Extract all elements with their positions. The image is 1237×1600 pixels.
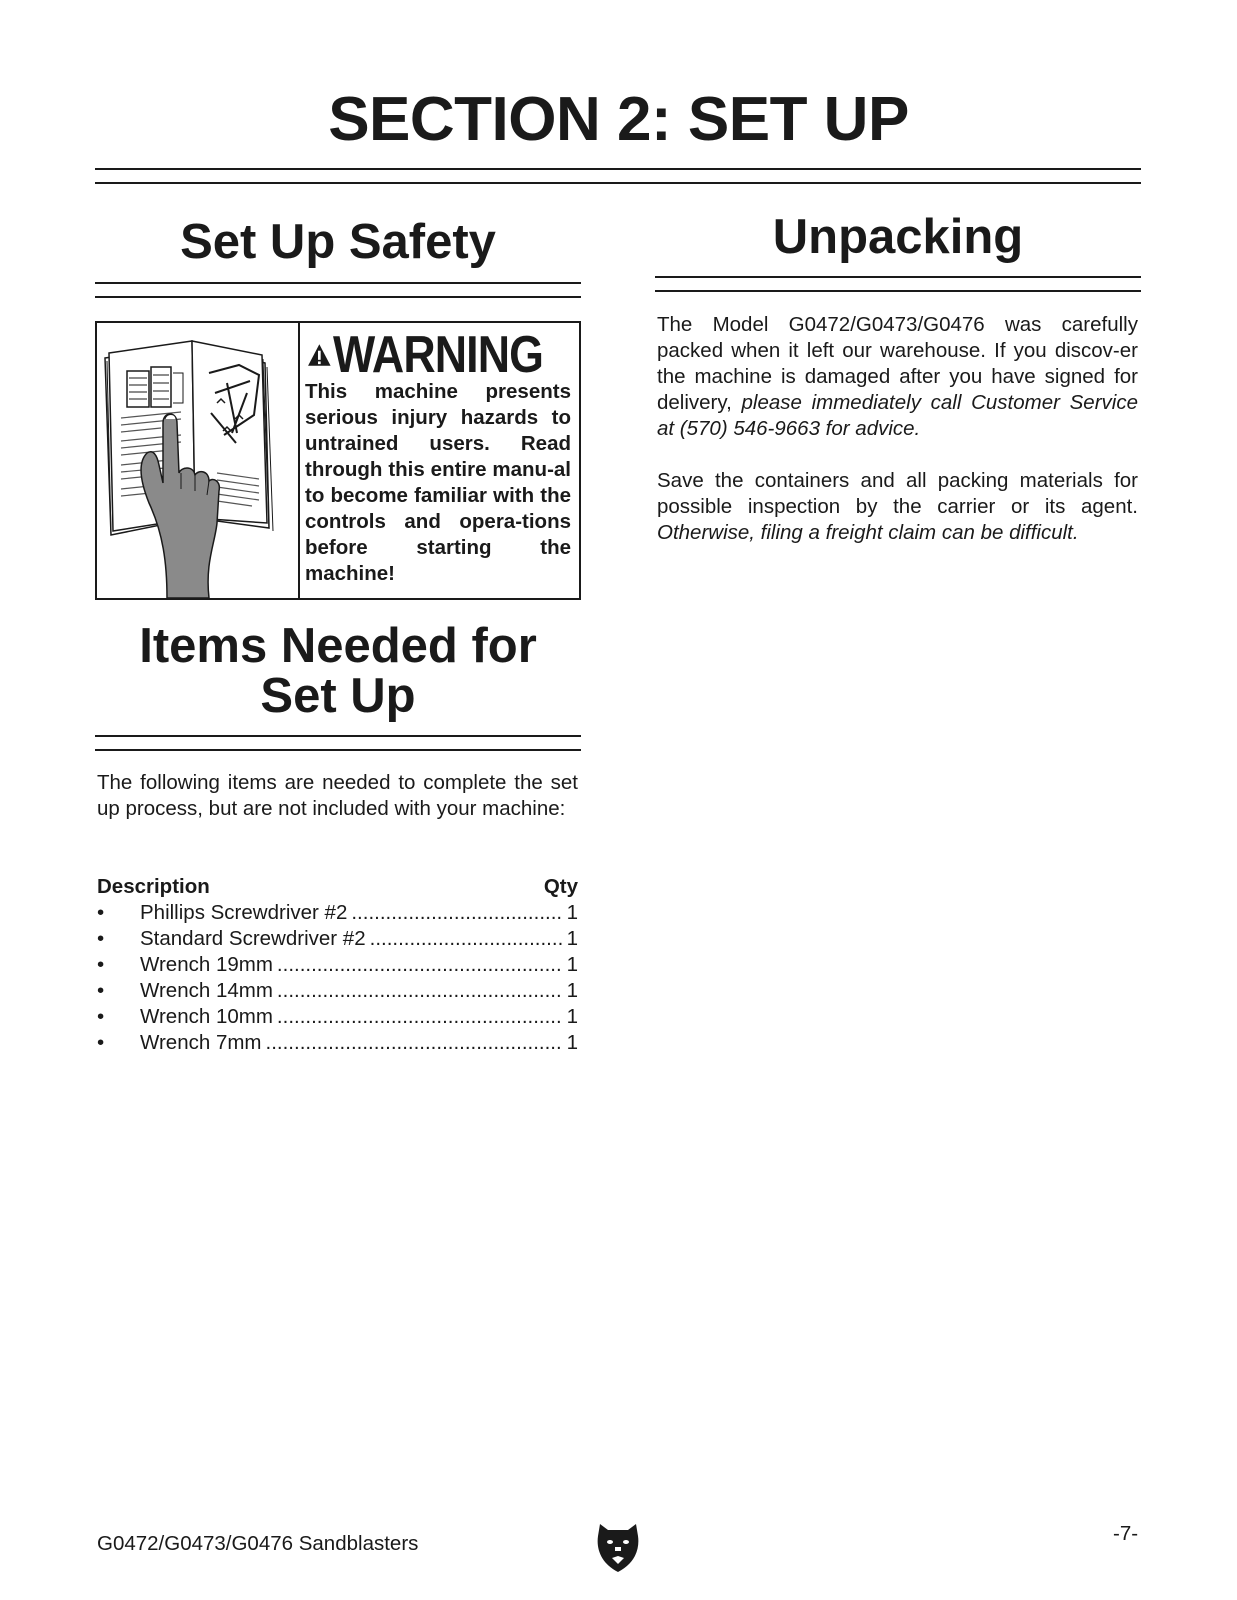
- footer-model-text: G0472/G0473/G0476 Sandblasters: [97, 1532, 419, 1555]
- unpacking-heading: Unpacking: [772, 210, 1024, 264]
- warning-header: [307, 327, 577, 383]
- manual-illustration: [97, 323, 300, 598]
- unpacking-paragraph-2: [657, 468, 1138, 546]
- leader-dots: [370, 926, 562, 952]
- unpacking-text: The Model G0472/G0473/G0476 was carefully packed when it left our warehouse. If you discov-er the machine is damaged after you have signed for delivery,: [657, 313, 1138, 414]
- items-table-header: [97, 874, 578, 900]
- packing-materials-text: Save the containers and all packing materials for possible inspection by the carrier or its agent.: [657, 469, 1138, 518]
- item-name: Wrench 10mm: [140, 1005, 273, 1028]
- list-item: [97, 1030, 578, 1056]
- warning-label: WARNING: [332, 326, 543, 384]
- bullet: •: [97, 901, 105, 924]
- list-item: [97, 926, 578, 952]
- bullet: •: [97, 953, 105, 976]
- list-item: [97, 1004, 578, 1030]
- item-name: Phillips Screwdriver #2: [140, 901, 348, 924]
- bullet: •: [97, 927, 105, 950]
- freight-claim-note: Otherwise, filing a freight claim can be difficult.: [657, 521, 1079, 544]
- items-intro-text: The following items are needed to complete the set up process, but are not included with your machine:: [97, 771, 578, 820]
- page-number: -7-: [1113, 1522, 1139, 1545]
- item-name: Wrench 7mm: [140, 1031, 262, 1054]
- list-item: [97, 952, 578, 978]
- warning-triangle-icon: [307, 333, 332, 377]
- list-item: [97, 978, 578, 1004]
- warning-text: This machine presents serious injury hazards to untrained users. Read through this entire manu-al to become familiar with the controls and opera-tions before starting the machine!: [305, 380, 571, 585]
- unpacking-paragraph-1: [657, 312, 1138, 442]
- title-rule-top: [95, 168, 1141, 170]
- unpacking-rule-top: [655, 276, 1141, 278]
- page-title: SECTION 2: SET UP: [328, 85, 909, 154]
- set-up-safety-heading: Set Up Safety: [180, 215, 496, 269]
- safety-rule-bottom: [95, 296, 581, 298]
- customer-service-note: please immediately call Customer Service at (570) 546-9663 for advice.: [657, 391, 1138, 440]
- description-column-header: Description: [97, 875, 210, 898]
- qty-column-header: Qty: [543, 875, 578, 898]
- item-name: Wrench 14mm: [140, 979, 273, 1002]
- leader-dots: [266, 1030, 562, 1056]
- bullet: •: [97, 979, 105, 1002]
- item-qty: 1: [566, 979, 578, 1002]
- item-qty: 1: [566, 1005, 578, 1028]
- item-name: Wrench 19mm: [140, 953, 273, 976]
- safety-rule-top: [95, 282, 581, 284]
- items-rule-top: [95, 735, 581, 737]
- items-heading-line1: Items Needed for: [139, 619, 537, 673]
- items-rule-bottom: [95, 749, 581, 751]
- bullet: •: [97, 1005, 105, 1028]
- warning-box: [95, 321, 581, 600]
- list-item: [97, 900, 578, 926]
- leader-dots: [277, 1004, 562, 1030]
- item-qty: 1: [566, 953, 578, 976]
- items-table: [97, 874, 578, 1056]
- item-name: Standard Screwdriver #2: [140, 927, 366, 950]
- leader-dots: [351, 900, 562, 926]
- bullet: •: [97, 1031, 105, 1054]
- items-needed-heading: [95, 621, 581, 721]
- leader-dots: [277, 978, 562, 1004]
- item-qty: 1: [566, 901, 578, 924]
- item-qty: 1: [566, 927, 578, 950]
- unpacking-rule-bottom: [655, 290, 1141, 292]
- leader-dots: [277, 952, 562, 978]
- title-rule-bottom: [95, 182, 1141, 184]
- bear-logo-icon: [594, 1520, 642, 1574]
- item-qty: 1: [566, 1031, 578, 1054]
- items-heading-line2: Set Up: [260, 669, 416, 723]
